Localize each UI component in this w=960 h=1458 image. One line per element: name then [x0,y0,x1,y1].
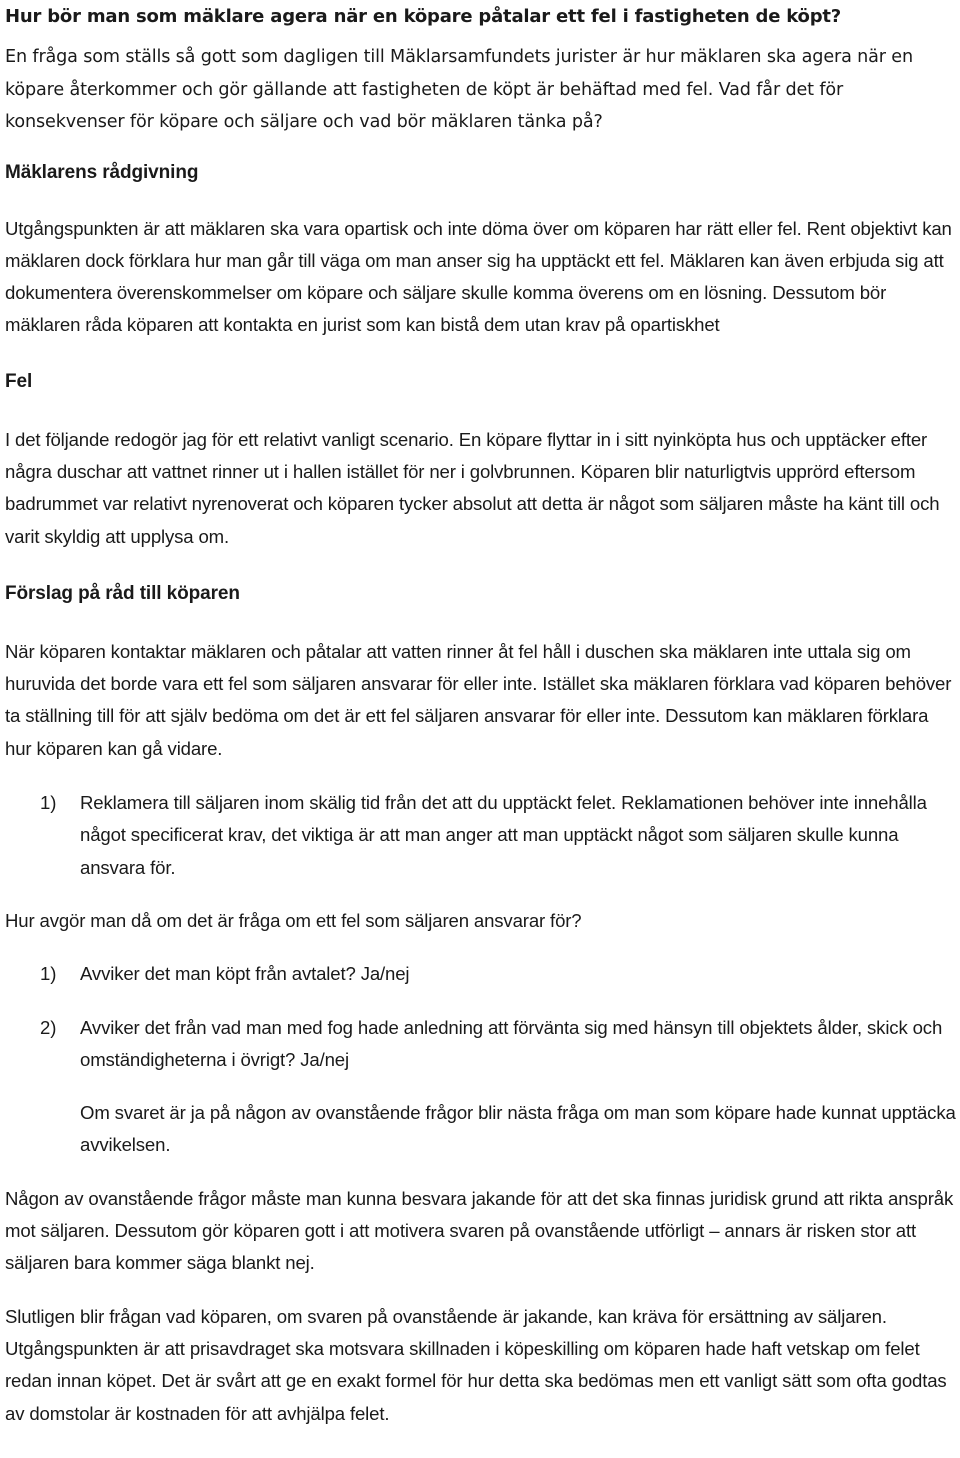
list-number: 2) [40,1016,57,1038]
document-page [5,0,957,1430]
intro-paragraph: En fråga som ställs så gott som dagligen till Mäklarsamfundets jurister är hur mäklaren ska agera när en köpare återkommer och gör gällande att fastigheten de köpt är behäftad med fel. Vad får det för konsekvenser för köpare och säljare och vad bör mäklaren tänka på? [5,47,913,132]
list-item-text: Avviker det från vad man med fog hade anledning att förvänta sig med hänsyn till objektets ålder, skick och omständigheterna i övrigt? Ja/nej [80,1016,943,1070]
document-title: Hur bör man som mäklare agera när en köpare påtalar ett fel i fastigheten de köpt? [5,6,842,27]
list-item-forvanta [5,1012,957,1077]
paragraph-radgivning: Utgångspunkten är att mäklaren ska vara opartisk och inte döma över om köparen har rätt eller fel. Rent objektivt kan mäklaren dock förklara hur man går till väga om man anser sig ha upptäckt ett fel. Mäklaren kan även erbjuda sig att dokumentera överenskommelser om köpare och säljare skulle komma överens om en lösning. Dessutom bör mäklaren råda köparen att kontakta en jurist som kan bistå dem utan krav på opartiskhet [5,217,952,336]
list-item-avtalet [5,958,957,990]
list-item-text: Avviker det man köpt från avtalet? Ja/nej [80,963,410,985]
heading-forslag: Förslag på råd till köparen [5,582,240,604]
paragraph-forslag: När köparen kontaktar mäklaren och påtalar att vatten rinner åt fel håll i duschen ska mäklaren inte uttala sig om huruvida det borde vara ett fel som säljaren ansvarar för eller inte. Istället ska mäklaren förklara vad köparen behöver ta ställning till för att själv bedöma om det är ett fel säljaren ansvarar för eller inte. Dessutom kan mäklaren förklara hur köparen kan gå vidare. [5,640,952,759]
paragraph-fel: I det följande redogör jag för ett relativt vanligt scenario. En köpare flyttar in i sitt nyinköpta hus och upptäcker efter några duschar att vattnet rinner ut i hallen istället för ner i golvbrunnen. Köparen blir naturligtvis upprörd eftersom badrummet var relativt nyrenoverat och köparen tycker absolut att detta är något som säljaren måste ha känt till och varit skyldig att upplysa om. [5,428,940,547]
heading-fel: Fel [5,370,33,392]
question-paragraph: Hur avgör man då om det är fråga om ett fel som säljaren ansvarar för? [5,909,582,931]
heading-maklarens-radgivning: Mäklarens rådgivning [5,161,199,183]
paragraph-slutligen: Slutligen blir frågan vad köparen, om svaren på ovanstående är jakande, kan kräva för ersättning av säljaren. Utgångspunkten är att prisavdraget ska motsvara skillnaden i köpeskilling om köparen hade haft vetskap om felet redan innan köpet. Det är svårt att ge en exakt formel för hur detta ska bedömas men ett vanligt sätt som ofta godtas av domstolar är kostnaden för att avhjälpa felet. [5,1305,947,1424]
list-item-reklamera [5,787,957,884]
paragraph-nagon: Någon av ovanstående frågor måste man kunna besvara jakande för att det ska finnas juridisk grund att rikta anspråk mot säljaren. Dessutom gör köparen gott i att motivera svaren på ovanstående utförligt – annars är risken stor att säljaren bara kommer säga blankt nej. [5,1187,954,1274]
list-item-text: Reklamera till säljaren inom skälig tid från det att du upptäckt felet. Reklamationen behöver inte innehålla något specificerat krav, det viktiga är att man anger att man upptäckt något som säljaren skulle kunna ansvara för. [80,792,927,878]
list-number: 1) [40,963,57,985]
list-number: 1) [40,792,57,814]
indented-note: Om svaret är ja på någon av ovanstående frågor blir nästa fråga om man som köpare hade kunnat upptäcka avvikelsen. [80,1102,956,1156]
